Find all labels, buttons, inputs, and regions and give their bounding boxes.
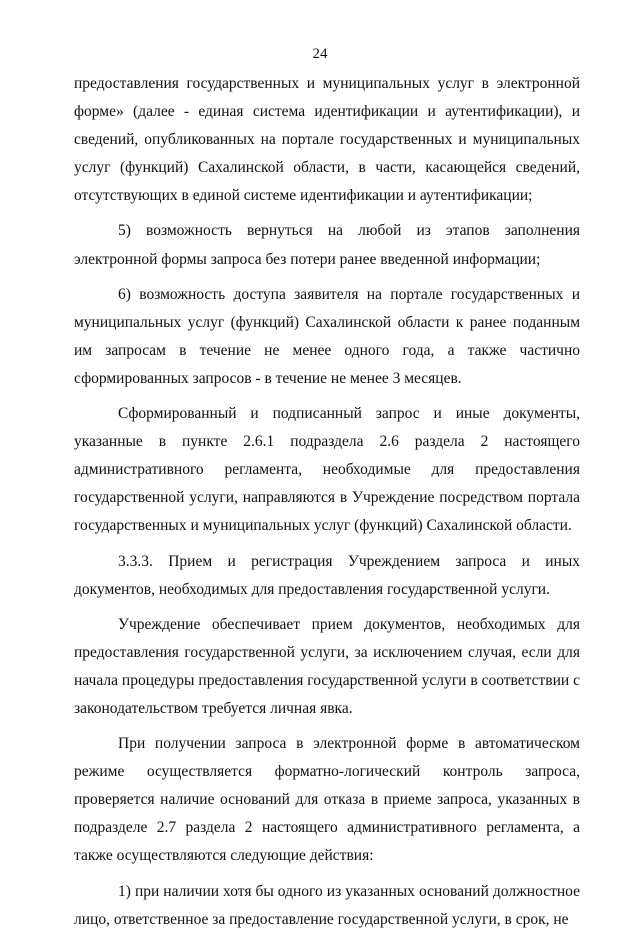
paragraph-submitted-request: Сформированный и подписанный запрос и иные документы, указанные в пункте 2.6.1 подраздела 2.6 раздела 2 настоящего административного регламента, необходимые для предоставления государственной услуги, направляются в Учреждение посредством портала государственных и муниципальных услуг (функций) Сахалинской области. [74, 405, 580, 535]
paragraph-institution-receipt: Учреждение обеспечивает прием документов, необходимых для предоставления государственной услуги, за исключением случая, если для начала процедуры предоставления государственной услуги в соответствии с законодательством требуется личная явка. [74, 615, 580, 717]
paragraph-item-6: 6) возможность доступа заявителя на портале государственных и муниципальных услуг (функций) Сахалинской области к ранее поданным им запросам в течение не менее одного года, а также частично сформированных запросов - в течение не менее 3 месяцев. [74, 285, 580, 387]
document-body [74, 70, 580, 934]
page-number: 24 [312, 46, 328, 62]
paragraph-item-1: 1) при наличии хотя бы одного из указанных оснований должностное лицо, ответственное за предоставление государственной услуги, в срок, не [74, 882, 580, 928]
section-heading-3-3-3: 3.3.3. Прием и регистрация Учреждением запроса и иных документов, необходимых для предоставления государственной услуги. [74, 552, 580, 598]
paragraph-continuation: предоставления государственных и муниципальных услуг в электронной форме» (далее - единая система идентификации и аутентификации), и сведений, опубликованных на портале государственных и муниципальных услуг (функций) Сахалинской области, в части, касающейся сведений, отсутствующих в единой системе идентификации и аутентификации; [74, 75, 580, 205]
paragraph-item-5: 5) возможность вернуться на любой из этапов заполнения электронной формы запроса без потери ранее введенной информации; [74, 222, 580, 268]
paragraph-electronic-request: При получении запроса в электронной форме в автоматическом режиме осуществляется форматно-логический контроль запроса, проверяется наличие оснований для отказа в приеме запроса, указанных в подразделе 2.7 раздела 2 настоящего административного регламента, а также осуществляются следующие действия: [74, 735, 580, 865]
